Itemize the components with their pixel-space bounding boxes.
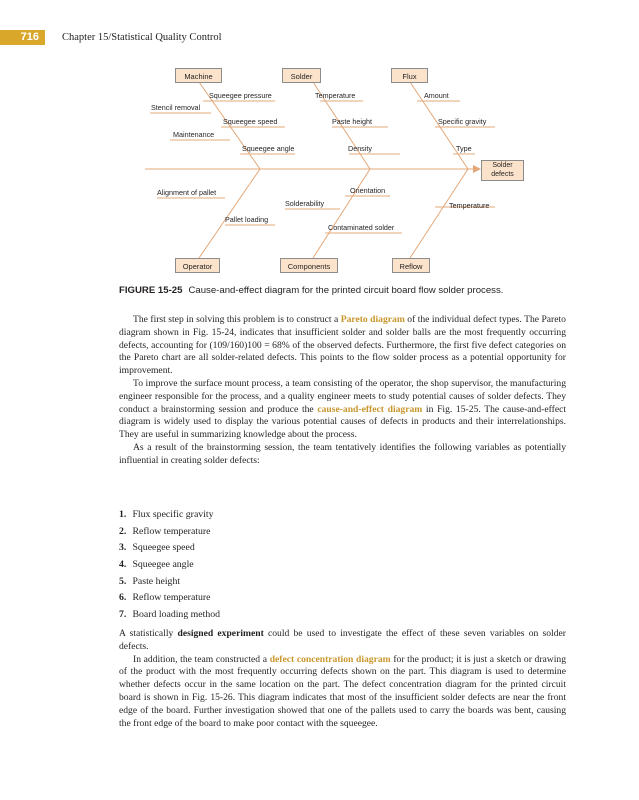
cause-contaminated-solder: Contaminated solder (328, 223, 395, 232)
cause-amount: Amount (424, 91, 449, 100)
cause-pallet-loading: Pallet loading (225, 215, 269, 224)
category-operator: Operator (175, 258, 220, 273)
effect-solder-defects (481, 160, 524, 181)
keyword-pareto-diagram: Pareto diagram (340, 314, 405, 325)
p2-text-b: in Fig. 15-25. The cause-and-effect diagram is widely used to display the various potential causes of defects in products and their interrelationships. They are useful in summarizing knowledge about the process. (119, 403, 566, 441)
figure-caption (119, 285, 503, 297)
list-text: Board loading method (132, 609, 221, 621)
list-number: 6. (119, 592, 127, 604)
cause-solderability: Solderability (285, 199, 325, 208)
figure-caption-text: Cause-and-effect diagram for the printed circuit board flow solder process. (188, 285, 504, 296)
p5-text-a: In addition, the team constructed a (133, 653, 270, 665)
paragraph-3: As a result of the brainstorming session, the team tentatively identifies the following variables as potentially influential in creating solder defects: (119, 441, 566, 466)
category-solder: Solder (282, 68, 321, 83)
chapter-title: Chapter 15/Statistical Quality Control (62, 32, 222, 43)
cause-temperature-solder: Temperature (315, 91, 356, 100)
cause-effect-diagram (135, 62, 545, 276)
list-number: 4. (119, 559, 127, 571)
keyword-defect-concentration-diagram: defect concentration diagram (269, 653, 391, 665)
list-text: Squeegee speed (132, 542, 195, 554)
list-number: 1. (119, 509, 127, 520)
p1-text-a: The first step in solving this problem is to construct a (133, 314, 341, 325)
list-text: Paste height (132, 575, 181, 587)
cause-squeegee-pressure: Squeegee pressure (209, 91, 272, 100)
cause-temperature-reflow: Temperature (449, 201, 490, 210)
effect-line-2: defects (491, 170, 514, 178)
cause-alignment-of-pallet: Alignment of pallet (157, 188, 217, 197)
cause-stencil-removal: Stencil removal (151, 103, 201, 112)
cause-paste-height: Paste height (332, 117, 372, 126)
body-block-1 (119, 314, 566, 468)
list-item (119, 608, 220, 625)
list-text: Squeegee angle (132, 559, 194, 571)
keyword-cause-and-effect-diagram: cause-and-effect diagram (317, 403, 423, 415)
list-item (119, 558, 220, 575)
cause-type: Type (456, 144, 472, 153)
cause-squeegee-speed: Squeegee speed (223, 117, 278, 126)
list-item (119, 575, 220, 592)
paragraph-1 (119, 314, 566, 378)
cause-maintenance: Maintenance (173, 130, 215, 139)
p4-text-a: A statistically (119, 628, 178, 639)
list-text: Reflow temperature (132, 592, 211, 604)
p4-text-b: could be used to investigate the effect of these seven variables on solder defects. (119, 628, 566, 652)
paragraph-5 (119, 654, 566, 731)
list-item (119, 541, 220, 558)
category-reflow: Reflow (392, 258, 430, 273)
cause-squeegee-angle: Squeegee angle (242, 144, 295, 153)
p1-text-b: of the individual defect types. The Pareto diagram shown in Fig. 15-24, indicates that insufficient solder and solder balls are the most frequently occurring defects, accounting for (109/160)100 = 68% of the observed defects. Furthermore, the first five defect categories on the Pareto chart are all solder-related defects. This points to the flow solder process as a potential opportunity for improvement. (119, 314, 566, 377)
page-header (0, 30, 639, 46)
category-flux: Flux (391, 68, 428, 83)
effect-line-1: Solder (492, 162, 513, 169)
cause-orientation: Orientation (350, 186, 386, 195)
p2-text-a: To improve the surface mount process, a team consisting of the operator, the shop supervisor, the manufacturing engineer responsible for the process, and a quality engineer meets to study potential causes of solder defects. They conduct a brainstorming session and produce the (119, 377, 566, 415)
page-number: 716 (0, 30, 45, 45)
list-number: 2. (119, 525, 127, 537)
figure-number: FIGURE 15-25 (119, 285, 183, 296)
keyword-designed-experiment: designed experiment (177, 628, 264, 639)
category-components: Components (280, 258, 338, 273)
body-block-2 (119, 628, 566, 730)
list-text: Flux specific gravity (132, 509, 214, 520)
variable-list (119, 508, 220, 625)
paragraph-4 (119, 628, 566, 654)
list-number: 3. (119, 542, 127, 554)
list-number: 5. (119, 575, 127, 587)
category-machine: Machine (175, 68, 222, 83)
list-text: Reflow temperature (132, 525, 211, 537)
cause-density: Density (348, 144, 372, 153)
list-number: 7. (119, 609, 127, 621)
cause-specific-gravity: Specific gravity (438, 117, 487, 126)
paragraph-2 (119, 378, 566, 442)
list-item (119, 525, 220, 542)
list-item (119, 591, 220, 608)
p5-text-b: for the product; it is just a sketch or drawing of the product with the most frequently occurring defects shown on the part. This diagram is used to determine whether defects occur in the same location on the part. The defect concentration diagram for the printed circuit board is shown in Fig. 15-26. This diagram indicates that most of the insufficient solder defects are near the front edge of the board. Further investigation showed that one of the pallets used to carry the boards was bent, causing the front edge of the board to make poor contact with the squeegee. (119, 653, 566, 729)
list-item (119, 508, 220, 525)
